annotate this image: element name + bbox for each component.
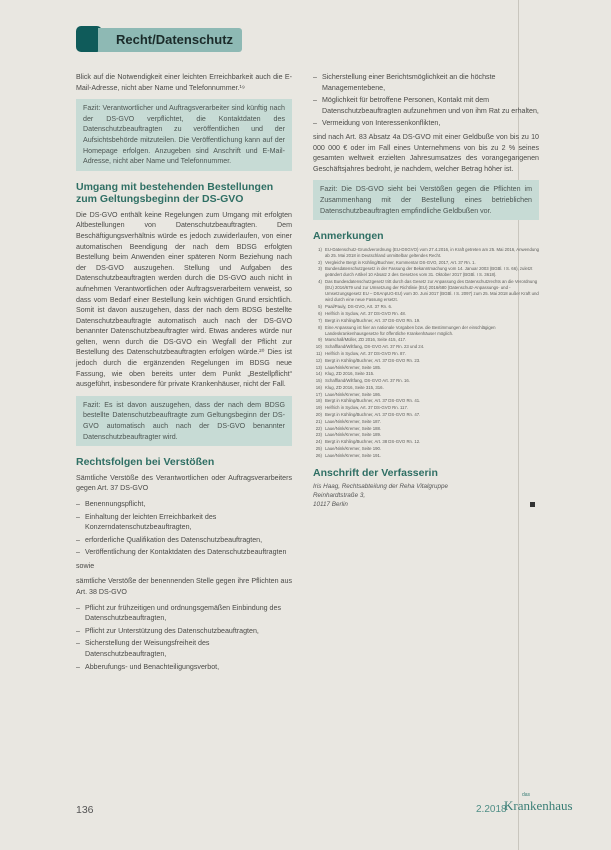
footnote-number: 24)	[315, 439, 322, 445]
footnote-text: Laue/Nink/Kremer, Seite 188.	[325, 425, 382, 431]
footnote-text: Das Bundesdatenschutzgesetz tritt durch das Gesetz zur Anpassung des Datenschutzrechts an die Verordnung (EU) 2016/679 und zur Umsetzung der Richtlinie (EU) 2016/680 (Datenschutz-Anpassungs- und -Umsetzungsgesetz EU – DSAnpUG-EU) vom 30. Juni 2017 (BGBl. I S. 2097) zum 25. Mai 2018 außer Kraft und wird durch eine neue Fassung ersetzt.	[325, 279, 539, 303]
footnote-text: Laue/Nink/Kremer, Seite 186.	[325, 391, 382, 397]
list-item: – erforderliche Qualifikation des Datenschutzbeauftragten,	[76, 535, 292, 546]
footnote-item	[313, 358, 539, 364]
heading-existing-appointments: Umgang mit bestehenden Bestellungen zum Geltungsbeginn der DS-GVO	[76, 180, 274, 206]
list-item: – Veröffentlichung der Kontaktdaten des Datenschutzbeauftragten	[76, 547, 292, 558]
footnote-text: Eine Anpassung ist hier an nationale Vorgaben bzw. die Bestimmungen der einschlägigen Landeskrankenhausgesetze für öffentliche Krankenhäuser möglich.	[325, 324, 496, 336]
author-address	[313, 483, 539, 509]
author-name: Iris Haag, Rechtsabteilung der Reha Vitalgruppe	[313, 483, 448, 491]
sowie-text: sowie	[76, 561, 95, 570]
footnote-number: 4)	[318, 279, 322, 285]
notes-heading: Anmerkungen	[313, 230, 384, 243]
logo-small-text: das	[522, 792, 531, 798]
footnote-text: Bergt in Kühling/Buchner, Art. 37 DS-GVO Rn. 41.	[325, 398, 421, 404]
summary-box-3	[313, 180, 539, 220]
summary-box-1-text: Fazit: Verantwortlicher und Auftragsverarbeiter sind künftig nach der DS-GVO verpflichtet, die Kontaktdaten des Datenschutzbeauftragten zu veröffentlichen und der Aufsichtsbehörde mitzuteilen. Die Veröffentlichung kann auf der Homepage erfolgen. Anzugeben sind Anschrift und E-Mail-Adresse, nicht aber Name und Telefonnummer.	[83, 104, 285, 166]
section-title: Recht/Datenschutz	[116, 32, 234, 47]
author-heading: Anschrift der Verfasserin	[313, 466, 438, 479]
footnote-number: 14)	[315, 371, 322, 377]
duties-list-1	[76, 499, 292, 558]
footnote-text: Paal/Pauly, DS-GVO, Art. 37 Rn. 6.	[325, 304, 393, 310]
footnote-item	[313, 412, 539, 418]
footnote-text: Klug, ZD 2016, Seite 315.	[325, 371, 375, 377]
list-item: – Benennungspflicht,	[76, 499, 292, 510]
footnote-text: Laue/Nink/Kremer, Seite 189.	[325, 432, 382, 438]
list-item: – Möglichkeit für betroffene Personen, Kontakt mit dem Datenschutzbeauftragten aufzunehmen und von ihm Rat zu erhalten,	[313, 95, 539, 116]
footnote-number: 12)	[315, 357, 322, 363]
footnote-item	[313, 453, 539, 459]
footnote-number: 13)	[315, 364, 322, 370]
heading-legal-consequences: Rechtsfolgen bei Verstößen	[76, 456, 215, 469]
footnote-item	[313, 426, 539, 432]
paragraph-fines: sind nach Art. 83 Absatz 4a DS-GVO mit einer Geldbuße von bis zu 10 000 000 € oder im Fall eines Unternehmens von bis zu 2 % seines gesamten weltweit erzielten Jahresumsatzes des vorangegangenen Geschäftsjahres bedroht, je nachdem, welcher Betrag höher ist.	[313, 132, 539, 173]
footnote-number: 22)	[315, 425, 322, 431]
footnote-item	[313, 344, 539, 350]
footnote-text: Bergt in Kühling/Buchner, Art. 37 DS-GVO Rn. 23.	[325, 357, 421, 363]
footnote-item	[313, 398, 539, 404]
footnote-text: Bundesdatenschutzgesetz in der Fassung der Bekanntmachung vom 14. Januar 2003 (BGBl. I S. 66), zuletzt geändert durch Artikel 10 Absatz 2 des Gesetzes vom 31. Oktober 2017 (BGBl. I S. 3618).	[325, 266, 533, 278]
list-item: – Vermeidung von Interessenkonflikten,	[313, 118, 539, 129]
author-street: Reinhardtstraße 3,	[313, 491, 366, 499]
author-city: 10117 Berlin	[313, 500, 348, 508]
footnote-text: Schaffland/Wiltfang, DS-GVO Art. 37 Rn. 23 und 24.	[325, 344, 425, 350]
footnote-number: 19)	[315, 405, 322, 411]
footnote-number: 20)	[315, 412, 322, 418]
footnote-item	[313, 385, 539, 391]
footnote-text: Bergt in Kühling/Buchner, Art. 37 DS-GVO Rn. 19.	[325, 317, 421, 323]
footnote-number: 18)	[315, 398, 322, 404]
footnote-item	[313, 392, 539, 398]
footnote-text: Laue/Nink/Kremer, Seite 191.	[325, 452, 382, 458]
footnote-number: 25)	[315, 445, 322, 451]
list-item: – Einhaltung der leichten Erreichbarkeit des Konzerndatenschutzbeauftragten,	[76, 512, 292, 533]
footnote-number: 16)	[315, 384, 322, 390]
footnote-text: Helfrich in Sydow, Art. 37 DS-GVO Rn. 87.	[325, 351, 406, 356]
footnote-item	[313, 266, 539, 278]
footnote-text: Helfrich in Sydow, Art. 37 DS-GVO Rn. 117.	[325, 405, 409, 411]
list-item: – Pflicht zur Unterstützung des Datenschutzbeauftragten,	[76, 626, 292, 637]
footnote-text: Schaffland/Wiltfang, DS-GVO Art. 37 Rn. 16.	[325, 378, 410, 384]
paragraph-violations: Sämtliche Verstöße des Verantwortlichen oder Auftragsverarbeiters gegen Art. 37 DS-GVO	[76, 473, 292, 493]
list-item: – Pflicht zur frühzeitigen und ordnungsgemäßen Einbindung des Datenschutzbeauftragten,	[76, 603, 292, 624]
footnote-item	[313, 325, 539, 337]
footnote-text: Laue/Nink/Kremer, Seite 190.	[325, 445, 382, 451]
page-number: 136	[76, 804, 94, 816]
footnote-text: Helfrich in Sydow, Art. 37 DS-GVO Rn. 48.	[325, 311, 406, 316]
footnotes-list	[313, 247, 539, 459]
footnote-number: 2)	[318, 259, 322, 265]
footnote-text: Bergt in Kühling/Buchner, Art. 37 DS-GVO Rn. 47.	[325, 412, 421, 418]
list-item: – Sicherstellung der Weisungsfreiheit des Datenschutzbeauftragten,	[76, 638, 292, 659]
footnote-item	[313, 318, 539, 324]
footnote-item	[313, 432, 539, 438]
footnote-item	[313, 405, 539, 411]
logo-name: Krankenhaus	[504, 798, 573, 813]
footnote-number: 15)	[315, 378, 322, 384]
footnote-number: 9)	[318, 337, 322, 343]
magazine-logo	[504, 792, 573, 818]
footnote-number: 1)	[318, 246, 322, 252]
footnote-item	[313, 378, 539, 384]
summary-box-3-text: Fazit: Die DS-GVO sieht bei Verstößen gegen die Pflichten im Zusammenhang mit der Bestellung eines betrieblichen Datenschutzbeauftragten empfindliche Geldbußen vor.	[320, 185, 532, 215]
right-column	[313, 72, 539, 509]
list-item: – Sicherstellung einer Berichtsmöglichkeit an die höchste Managementebene,	[313, 72, 539, 93]
summary-box-2-text: Fazit: Es ist davon auszugehen, dass der nach dem BDSG bestellte Datenschutzbeauftragte zum Geltungsbeginn der DS-GVO automatisch auch nach der DS-GVO benannter Datenschutzbeauftragter wird.	[83, 400, 285, 441]
end-mark-icon	[530, 502, 535, 507]
paragraph-art38: sämtliche Verstöße der benennenden Stelle gegen ihre Pflichten aus Art. 38 DS-GVO	[76, 577, 292, 597]
footnote-text: Bergt in Kühling/Buchner, Art. 38 DS-GVO Rn. 12.	[325, 439, 421, 445]
issue-number: 2.2018	[476, 804, 507, 815]
footnote-number: 8)	[318, 324, 322, 330]
footnote-item	[313, 419, 539, 425]
summary-box-1	[76, 99, 292, 171]
footnote-item	[313, 279, 539, 303]
summary-box-2	[76, 396, 292, 446]
footnote-item	[313, 337, 539, 343]
footnote-text: Marschall/Müller, ZD 2016, Seite 415, 417.	[325, 337, 407, 343]
section-header	[98, 28, 242, 52]
footnote-item	[313, 247, 539, 259]
footnote-item	[313, 446, 539, 452]
footnote-text: Laue/Nink/Kremer, Seite 185.	[325, 364, 382, 370]
footnote-number: 21)	[315, 418, 322, 424]
duties-list-3	[313, 72, 539, 129]
footnote-text: EU-Datenschutz-Grundverordnung (EU-DSGVO) vom 27.4.2016, in Kraft getreten am 25. Mai 2016, Anwendung ab 25. Mai 2018 in Deutschland unmittelbar geltendes Recht.	[325, 246, 540, 258]
footnote-text: Klug, ZD 2016, Seite 315, 316.	[325, 384, 384, 390]
footnote-item	[313, 371, 539, 377]
footnote-number: 5)	[318, 304, 322, 310]
duties-list-2	[76, 603, 292, 673]
footnote-text: Laue/Nink/Kremer, Seite 187.	[325, 418, 382, 424]
footnote-item	[313, 304, 539, 310]
footnote-number: 10)	[315, 344, 322, 350]
footnote-number: 6)	[318, 311, 322, 316]
footnote-item	[313, 439, 539, 445]
footnote-number: 3)	[318, 266, 322, 272]
list-item: – Abberufungs- und Benachteiligungsverbot,	[76, 662, 292, 673]
footnote-item	[313, 311, 539, 317]
footnote-number: 17)	[315, 391, 322, 397]
left-column	[76, 72, 292, 675]
footnote-text: Vergleiche Bergt in Kühling/Buchner, Kommentar DS-GVO, 2017, Art. 37 Rn. 1.	[325, 259, 476, 265]
footnote-number: 23)	[315, 432, 322, 438]
footnote-number: 11)	[316, 351, 322, 356]
paragraph-existing-appointments: Die DS-GVO enthält keine Regelungen zum Umgang mit erfolgten Altbestellungen von Datenschutzbeauftragten. Dem Beschäftigungsverhältnis würde es jedoch zuwiderlaufen, von einer automatischen Beendigung der nach dem BDSG erfolgten Bestellung beim Anwenden einer späteren Norm Beziehung nach der DS-GVO auszugehen. Stellung und Aufgaben des Datenschutzbeauftragten werden durch die DS-GVO auch nicht in aufnehmen Verantwortlichen oder Auftragsverarbeitern verweist, so dass vom Bedarf einer Bestellung kein wichtigen Grund ersichtlich. Somit ist davon auszugehen, dass der nach dem BDSG bestellte Datenschutzbeauftragte automatisch auch nach der DS-GVO benannter Datenschutzbeauftragter wird. Etwas anderes würde nur gelten, wenn durch die DS-GVO ein Wegfall der Pflicht zur Bestellung des Datenschutzbeauftragten erfolgen würde.²⁰ Dies ist jedoch durch die ergänzenden Regelungen im BDSG neue Fassung, wie oben bereits unter dem Punkt „Bestellpflicht“ ausgeführt, insbesondere für private Krankenhäuser, nicht der Fall.	[76, 210, 292, 389]
footnote-item	[313, 365, 539, 371]
intro-paragraph: Blick auf die Notwendigkeit einer leichten Erreichbarkeit auch die E-Mail-Adresse, nicht aber Name und Telefonnummer.¹⁹	[76, 73, 292, 92]
footnote-number: 7)	[318, 317, 322, 323]
footnote-item	[313, 260, 539, 266]
footnote-item	[313, 351, 539, 357]
footnote-number: 26)	[315, 452, 322, 458]
